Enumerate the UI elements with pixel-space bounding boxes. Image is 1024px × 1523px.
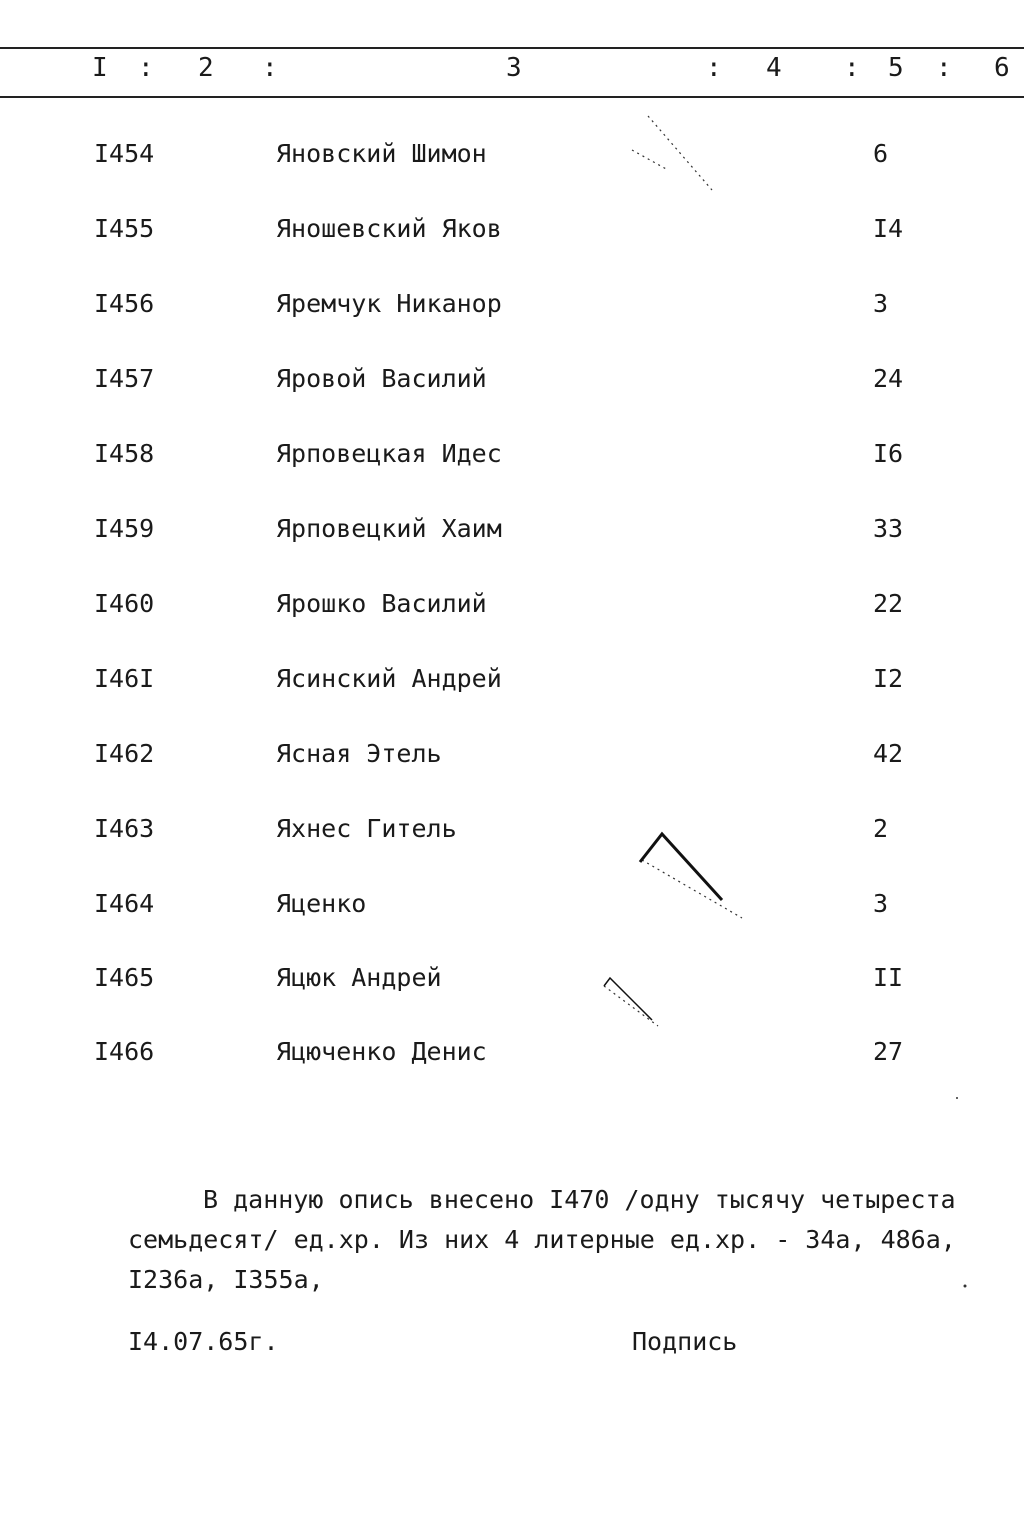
item-number: I464 [94,889,155,918]
item-count: 27 [873,1037,904,1066]
header-col-6: 6 [994,53,1010,83]
item-count: II [873,963,904,992]
item-count: 24 [873,364,904,393]
signature-label: Подпись [632,1327,738,1356]
header-col-1: I [92,53,108,83]
item-number: I46I [94,664,155,693]
header-separator: : [936,53,952,83]
header-separator: : [262,53,278,83]
item-count: I2 [873,664,904,693]
item-number: I457 [94,364,155,393]
item-count: 33 [873,514,904,543]
item-number: I460 [94,589,155,618]
summary-line-2: семьдесят/ ед.хр. Из них 4 литерные ед.хр. - 34а, 486а, [128,1225,956,1254]
item-number: I465 [94,963,155,992]
item-name: Яношевский Яков [276,214,502,243]
header-col-4: 4 [766,53,782,83]
item-number: I454 [94,139,155,168]
item-count: 3 [873,289,889,318]
item-name: Яремчук Никанор [276,289,502,318]
item-count: 22 [873,589,904,618]
header-separator: : [706,53,722,83]
item-name: Ярповецкий Хаим [276,514,502,543]
item-number: I456 [94,289,155,318]
item-number: I458 [94,439,155,468]
document-date: I4.07.65г. [128,1327,279,1356]
header-col-3: 3 [506,53,522,83]
item-count: 2 [873,814,889,843]
summary-line-3: I236а, I355а, [128,1265,324,1294]
header-col-2: 2 [198,53,214,83]
item-count: 3 [873,889,889,918]
item-number: I466 [94,1037,155,1066]
header-col-5: 5 [888,53,904,83]
item-number: I462 [94,739,155,768]
item-name: Ярповецкая Идес [276,439,502,468]
item-name: Ясная Этель [276,739,442,768]
item-name: Яценко [276,889,367,918]
summary-line-1: В данную опись внесено I470 /одну тысячу четыреста [203,1185,956,1214]
header-separator: : [844,53,860,83]
item-name: Ярошко Василий [276,589,487,618]
item-name: Яновский Шимон [276,139,487,168]
item-name: Яровой Василий [276,364,487,393]
item-number: I455 [94,214,155,243]
item-number: I459 [94,514,155,543]
item-name: Яцюк Андрей [276,963,442,992]
item-count: I6 [873,439,904,468]
item-name: Ясинский Андрей [276,664,502,693]
item-name: Яхнес Гитель [276,814,457,843]
item-count: I4 [873,214,904,243]
header-separator: : [138,53,154,83]
item-number: I463 [94,814,155,843]
item-name: Яцюченко Денис [276,1037,487,1066]
item-count: 6 [873,139,889,168]
item-count: 42 [873,739,904,768]
